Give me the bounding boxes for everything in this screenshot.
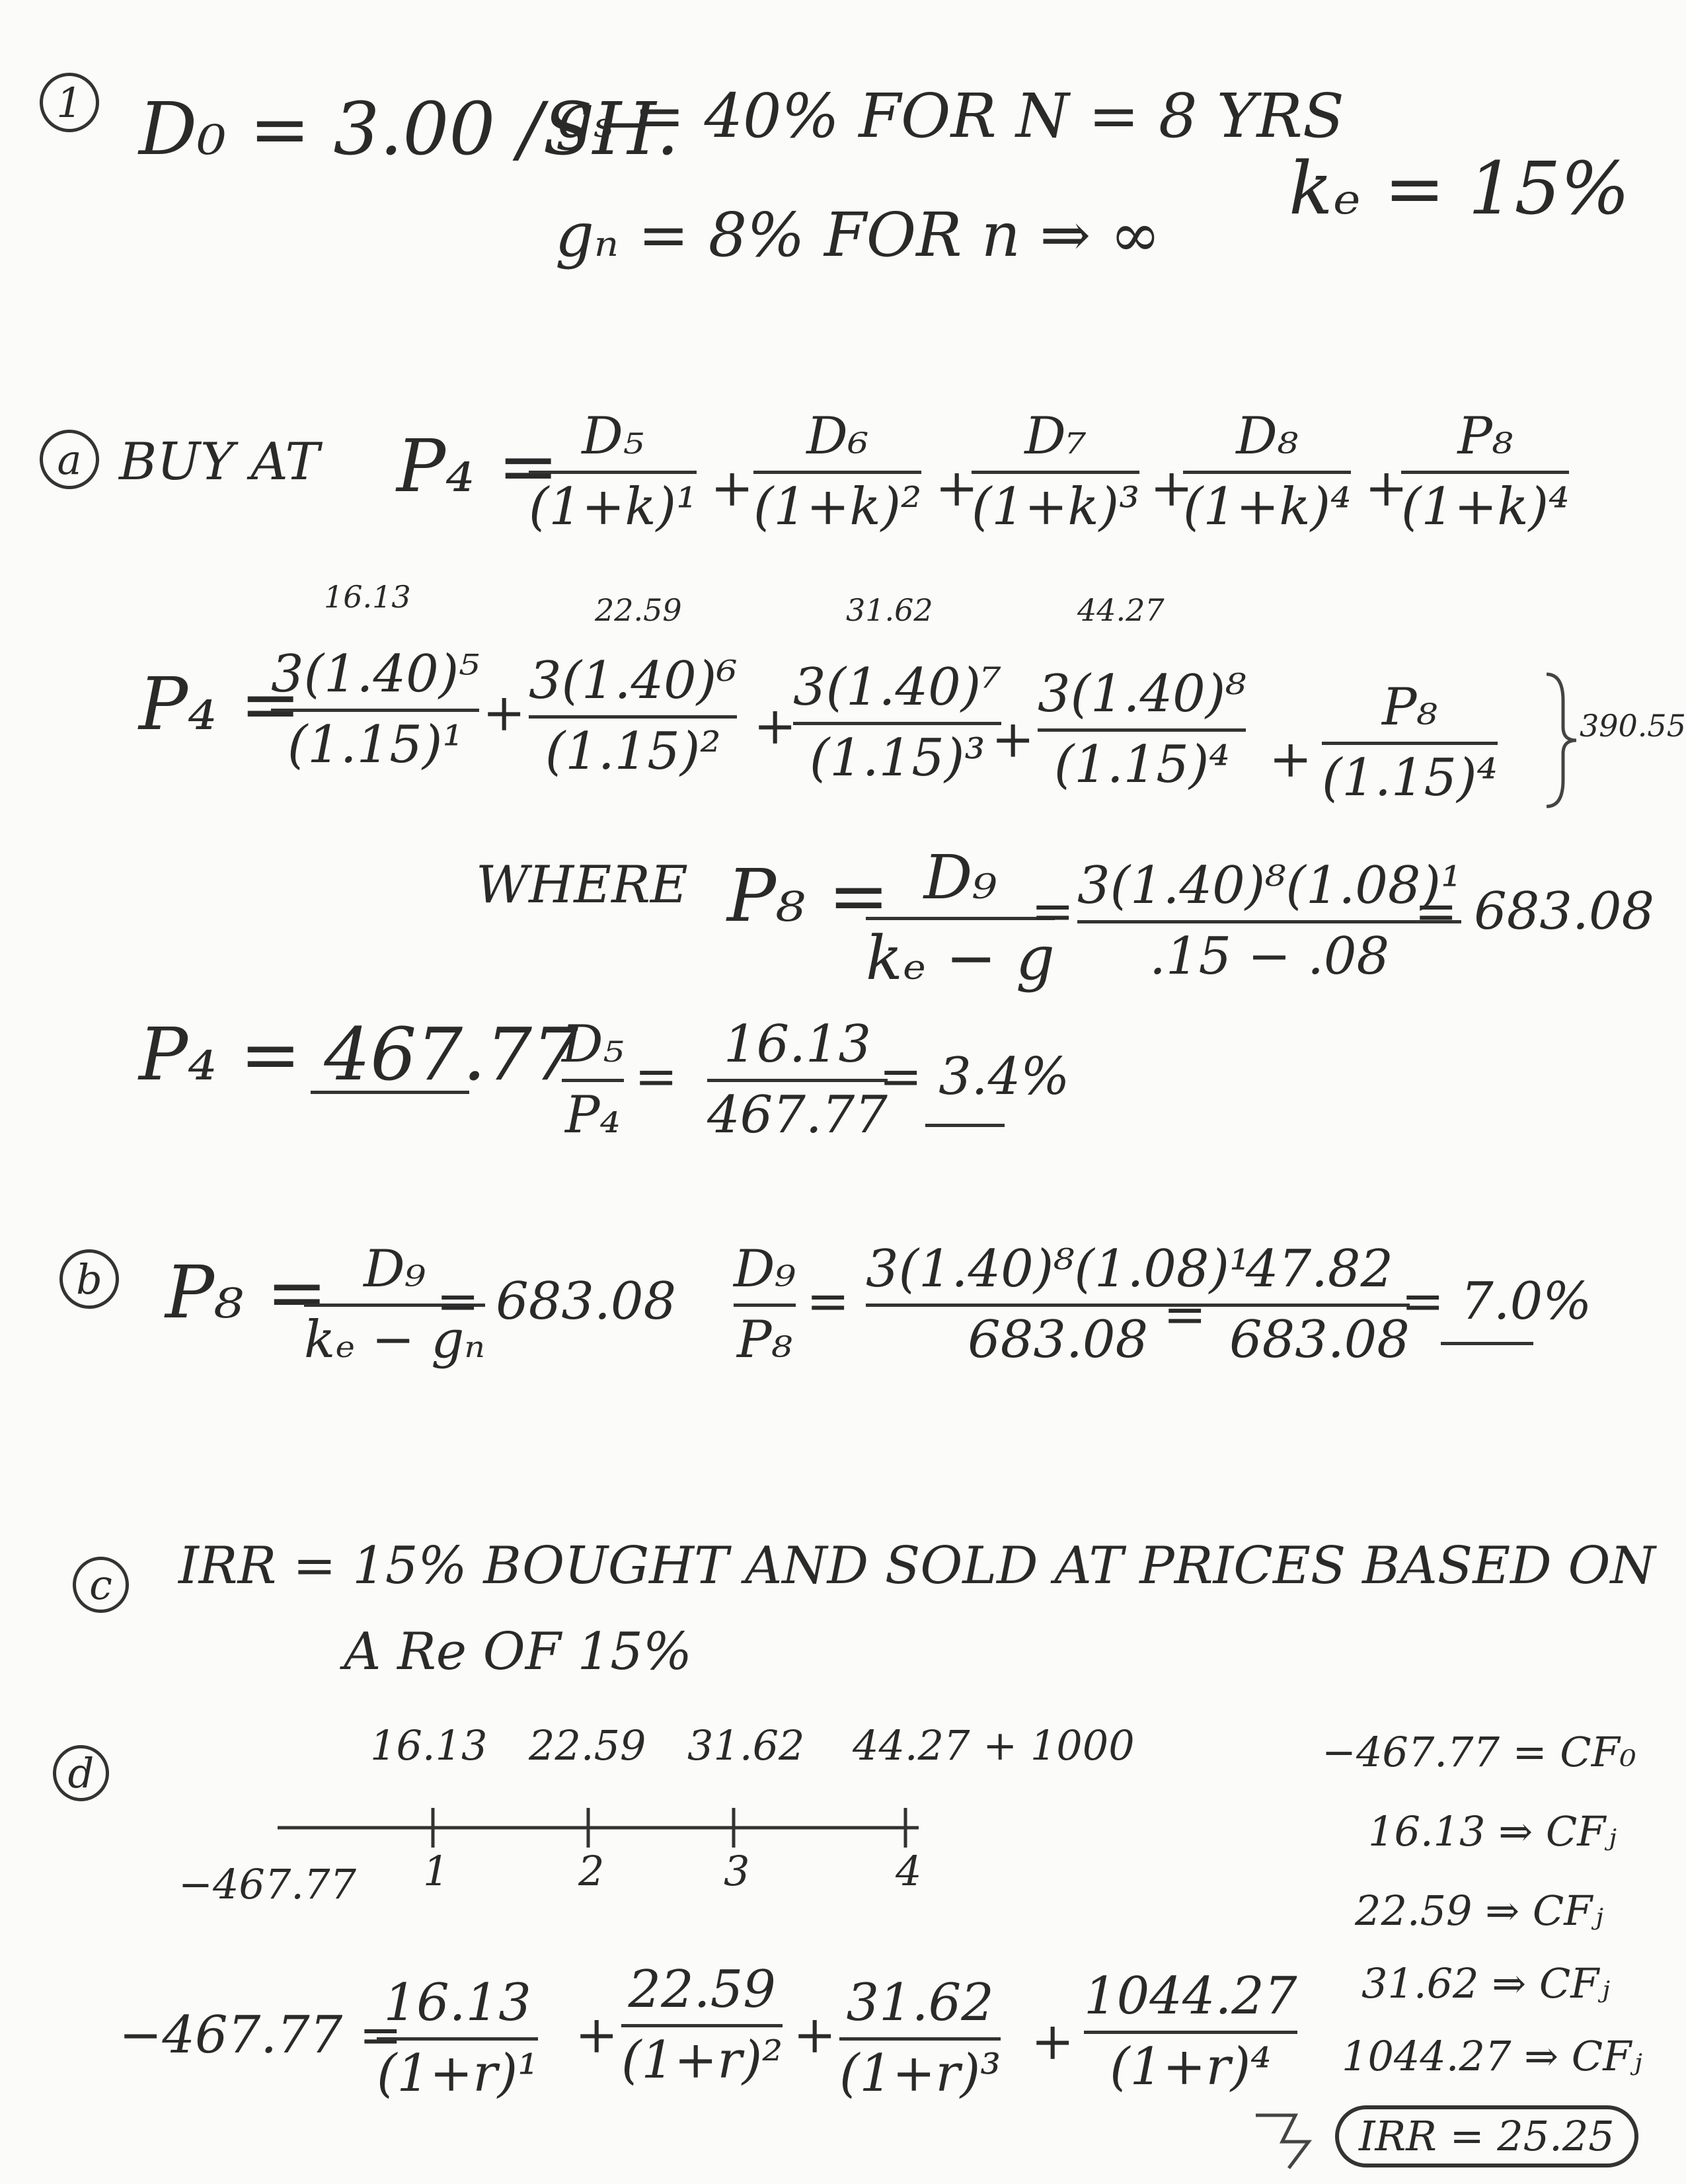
p4-result: P₄ = 467.77 [139, 1012, 579, 1097]
yield-vals-den: 467.77 [707, 1085, 888, 1145]
irr-term-4-den: (1+r)⁴ [1110, 2037, 1272, 2097]
term-a-4-den: (1+k)⁴ [1183, 477, 1352, 537]
irr-term-1-den: (1+r)¹ [377, 2043, 539, 2103]
irr-term-3-den: (1+r)³ [839, 2043, 1001, 2103]
part-b-label: b [76, 1255, 102, 1304]
part-b-value: = 683.08 [436, 1272, 677, 1331]
part-b-p8-lhs: P₈ = [165, 1250, 328, 1335]
part-c-label: c [89, 1561, 112, 1609]
part-b-frac-den: kₑ − gₙ [304, 1309, 485, 1370]
irr-term-2 [621, 1960, 783, 2090]
p8-def-rhs-num: 3(1.40)⁸(1.08)¹ [1077, 856, 1462, 916]
gs-given: gₛ = 40% FOR N = 8 YRS [555, 81, 1344, 151]
yield-result-underline [925, 1124, 1005, 1127]
d0-given: D₀ = 3.00 /SH. [139, 87, 679, 171]
term-a-5 [1401, 407, 1570, 537]
value-d7: 31.62 [846, 592, 933, 628]
irr-term-4-num: 1044.27 [1084, 1967, 1297, 2026]
p4-lhs-2: P₄ = [139, 662, 301, 746]
numeric-term-5-den: (1.15)⁴ [1322, 748, 1498, 808]
numeric-term-1-num: 3(1.40)⁵ [271, 644, 480, 704]
p8-value: = 683.08 [1414, 882, 1655, 941]
numeric-term-2 [529, 651, 738, 781]
brace-value: 390.55 [1580, 708, 1686, 744]
part-b-result: = 7.0% [1401, 1272, 1592, 1331]
part-b-numeric [1229, 1239, 1410, 1370]
value-d6: 22.59 [595, 592, 682, 628]
term-a-3-num: D₇ [1024, 407, 1087, 466]
part-a-label: a [57, 435, 82, 484]
timeline-initial: −467.77 [178, 1860, 356, 1908]
numeric-term-4 [1038, 664, 1246, 795]
gn-given: gₙ = 8% FOR n ⇒ ∞ [555, 200, 1161, 270]
timeline-cf-4: 44.27 + 1000 [853, 1721, 1135, 1770]
term-a-1-den: (1+k)¹ [529, 477, 697, 537]
p8-def-rhs [1077, 856, 1462, 986]
part-c-line2: A Re OF 15% [344, 1622, 693, 1682]
irr-term-1-num: 16.13 [383, 1973, 531, 2033]
problem-number: 1 [56, 78, 83, 127]
p8-def-lhs: P₈ = [727, 853, 890, 938]
p4-result-underline [311, 1091, 469, 1094]
numeric-term-3-num: 3(1.40)⁷ [793, 658, 1002, 717]
yield-frac-num: D₅ [562, 1015, 624, 1074]
numeric-term-3-den: (1.15)³ [809, 728, 985, 788]
part-c-circle [73, 1557, 129, 1613]
problem-number-circle [40, 73, 99, 132]
timeline-tick-1: 1 [423, 1847, 449, 1895]
worksheet-page: 1 D₀ = 3.00 /SH. gₛ = 40% FOR N = 8 YRS gₙ = 8% FOR n ⇒ ∞ kₑ = 15% a BUY AT P₄ = D₅ (1+k)¹ + D₆ (1+k)² + D₇ (1+k)³ + D₈ (1+k)⁴ + P₈ (1+k)⁴ 16.13 22.59 31.62 44.27 P₄ = 3(1.40)⁵ (1.15)¹ + 3(1.40)⁶ (1.15)² + 3(1.40)⁷ (1.15)³ + 3(1.40)⁸ (1.15)⁴ + P₈ (1.15)⁴ 390.55 WHERE P₈ = D₉ kₑ − g = 3(1.40)⁸(1.08)¹ .15 − .08 = 683.08 P₄ = 467.77 D₅ P₄ = 16.13 467.77 = 3.4% b P₈ = D₉ kₑ − gₙ = 683.08 D₉ P₈ = 3(1.40)⁸(1.08)¹ 683.08 = 47.82 683.08 = 7.0% c IRR = 15% BOUGHT AND SOLD AT PRICES BASED ON A Re OF 15% d 16.13 22.59 31.62 44.27 + 1000 1 2 3 4 −467.77 −467.77 = 16.13 (1+r)¹ + 22.59 (1+r)² + 31.62 (1+r)³ + 1044.27 (1+r)⁴ −467.77 = CF₀ 16.13 ⇒ CFⱼ 22.59 ⇒ CFⱼ 31.62 ⇒ CFⱼ 1044.27 ⇒ CFⱼ IRR = 25.25 [0, 0, 1671, 2184]
part-b-ratio-num: D₉ [734, 1239, 796, 1299]
where-text: WHERE [476, 855, 688, 915]
term-a-5-num: P₈ [1457, 407, 1514, 466]
term-a-2-den: (1+k)² [753, 477, 922, 537]
numeric-term-4-num: 3(1.40)⁸ [1038, 664, 1246, 724]
timeline-tick-2: 2 [578, 1847, 605, 1895]
irr-term-2-num: 22.59 [628, 1960, 776, 2019]
timeline-tick-4: 4 [896, 1847, 922, 1895]
part-c-line1: IRR = 15% BOUGHT AND SOLD AT PRICES BASED ON [178, 1536, 1656, 1596]
part-b-numeric-num: 47.82 [1245, 1239, 1394, 1299]
term-a-1-num: D₅ [582, 407, 644, 466]
timeline-tick-3: 3 [724, 1847, 750, 1895]
irr-result-box [1335, 2105, 1638, 2167]
p8-def-frac-num: D₉ [923, 842, 997, 913]
part-b-result-underline [1441, 1342, 1533, 1345]
part-b-ratio-den: P₈ [737, 1309, 792, 1370]
irr-term-4 [1084, 1967, 1297, 2097]
p8-def-rhs-den: .15 − .08 [1149, 926, 1390, 986]
calc-line-3: 22.59 ⇒ CFⱼ [1355, 1887, 1603, 1935]
yield-frac [562, 1015, 624, 1145]
part-a-circle [40, 430, 99, 489]
term-a-2 [753, 407, 922, 537]
irr-term-3 [839, 1973, 1001, 2103]
term-a-3 [972, 407, 1140, 537]
part-b-expanded-num: 3(1.40)⁸(1.08)¹ [866, 1239, 1250, 1299]
yield-result: = 3.4% [879, 1047, 1070, 1107]
numeric-term-2-den: (1.15)² [545, 721, 721, 781]
yield-vals [707, 1015, 888, 1145]
term-a-2-num: D₆ [806, 407, 869, 466]
part-b-expanded-den: 683.08 [968, 1309, 1149, 1370]
part-d-label: d [67, 1749, 95, 1797]
irr-result: IRR = 25.25 [1359, 2112, 1615, 2160]
calc-line-1: −467.77 = CF₀ [1322, 1728, 1636, 1776]
part-b-circle [59, 1249, 119, 1309]
ke-given: kₑ = 15% [1289, 146, 1630, 231]
yield-frac-den: P₄ [565, 1085, 621, 1145]
term-a-5-den: (1+k)⁴ [1401, 477, 1570, 537]
calc-line-2: 16.13 ⇒ CFⱼ [1368, 1807, 1617, 1855]
part-d-circle [53, 1745, 109, 1801]
timeline-cf-3: 31.62 [687, 1721, 805, 1770]
timeline-cf-2: 22.59 [529, 1721, 646, 1770]
p4-lhs: P₄ = [397, 424, 559, 508]
numeric-term-5 [1322, 678, 1498, 808]
irr-eq-lhs: −467.77 = [119, 2006, 402, 2065]
irr-term-3-num: 31.62 [846, 1973, 994, 2033]
part-b-frac-num: D₉ [364, 1239, 426, 1299]
numeric-term-5-num: P₈ [1382, 678, 1437, 737]
p8-def-frac [866, 842, 1055, 994]
numeric-term-1 [271, 644, 480, 775]
calc-line-4: 31.62 ⇒ CFⱼ [1361, 1959, 1610, 2008]
irr-term-1 [377, 1973, 539, 2103]
yield-vals-num: 16.13 [723, 1015, 872, 1074]
buy-at-text: BUY AT [119, 432, 320, 492]
p8-def-frac-den: kₑ − g [866, 922, 1055, 994]
term-a-3-den: (1+k)³ [972, 477, 1140, 537]
value-d8: 44.27 [1077, 592, 1165, 628]
numeric-term-1-den: (1.15)¹ [287, 715, 463, 775]
part-b-numeric-den: 683.08 [1229, 1309, 1410, 1370]
term-a-4 [1183, 407, 1352, 537]
calc-line-5: 1044.27 ⇒ CFⱼ [1342, 2032, 1642, 2080]
term-a-4-num: D₈ [1236, 407, 1299, 466]
irr-term-2-den: (1+r)² [621, 2030, 783, 2090]
numeric-term-4-den: (1.15)⁴ [1054, 734, 1230, 795]
term-a-1 [529, 407, 697, 537]
timeline-cf-1: 16.13 [370, 1721, 488, 1770]
numeric-term-2-num: 3(1.40)⁶ [529, 651, 738, 711]
part-b-ratio [734, 1239, 796, 1370]
numeric-term-3 [793, 658, 1002, 788]
value-d5: 16.13 [324, 579, 411, 615]
